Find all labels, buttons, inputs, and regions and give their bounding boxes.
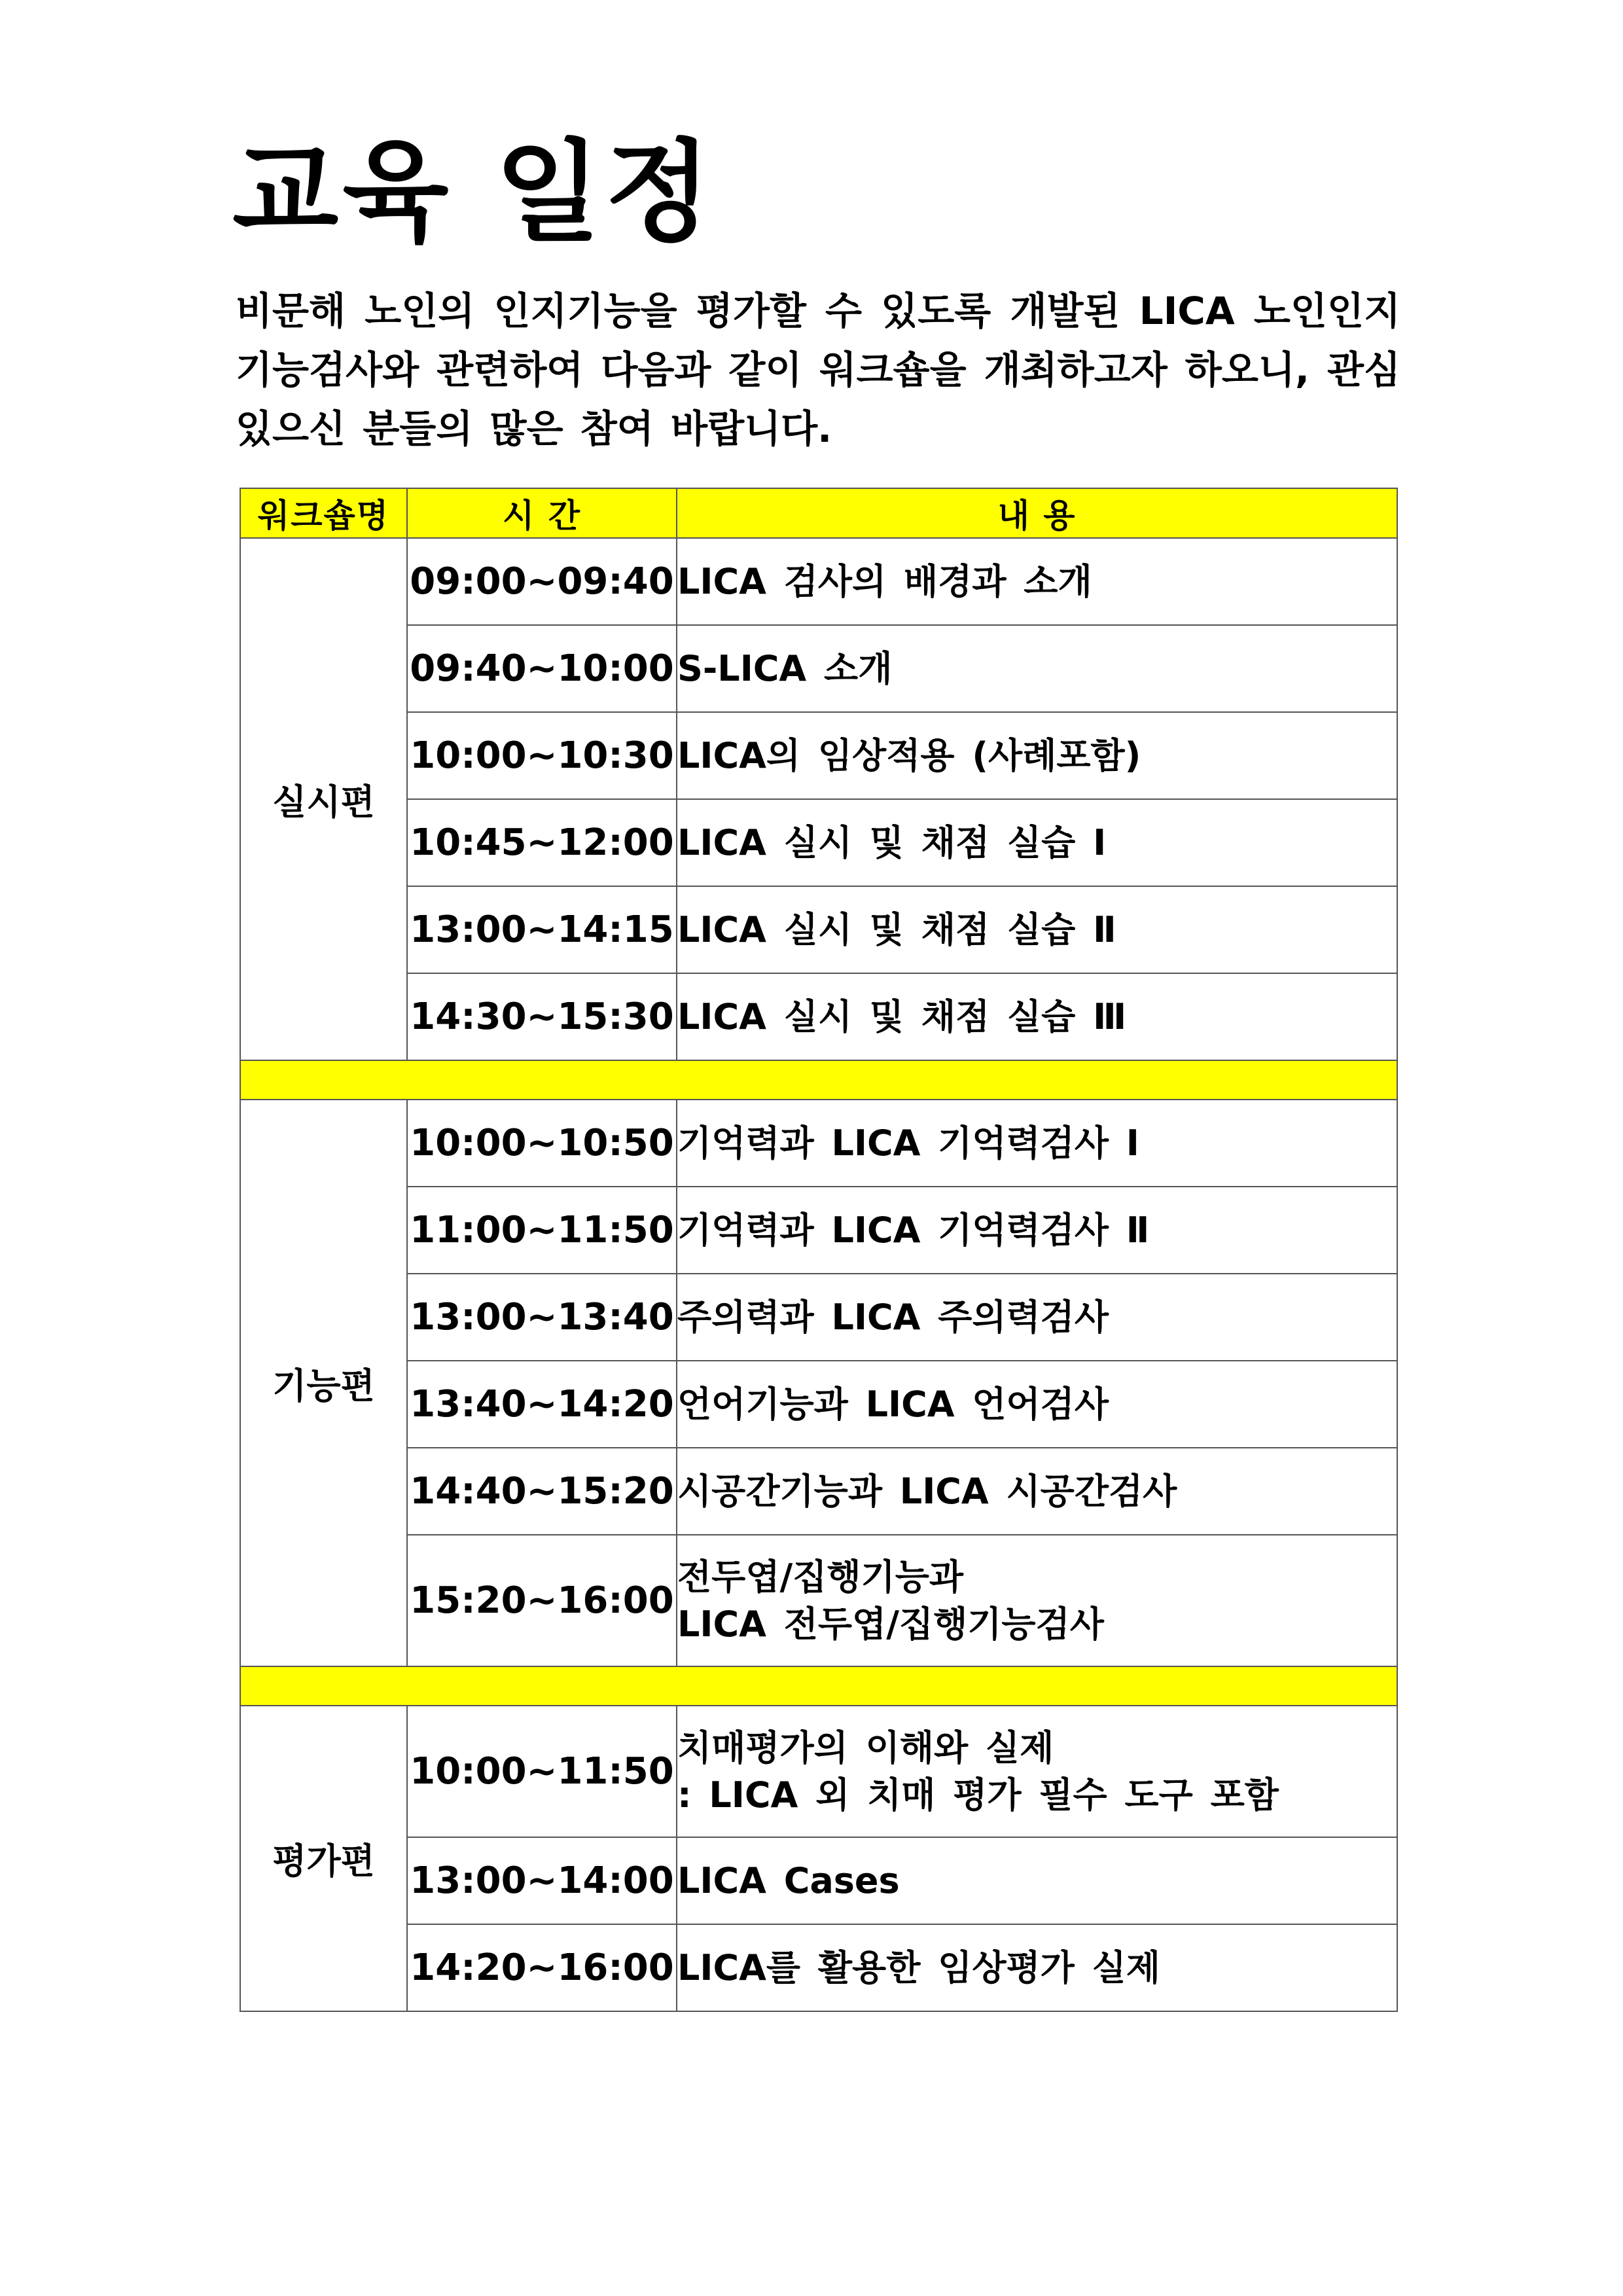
table-row bbox=[240, 538, 1397, 625]
separator-cell bbox=[240, 1060, 1397, 1100]
table-row bbox=[240, 1274, 1397, 1361]
content-cell bbox=[677, 712, 1397, 799]
content-cell bbox=[677, 1274, 1397, 1361]
time-cell: 14:30~15:30 bbox=[407, 973, 677, 1060]
table-row bbox=[240, 886, 1397, 973]
table-header-row bbox=[240, 488, 1397, 538]
content-cell bbox=[677, 1187, 1397, 1274]
content-cell bbox=[677, 1448, 1397, 1535]
time-cell: 10:45~12:00 bbox=[407, 799, 677, 886]
intro-line: 기능검사와 관련하여 다음과 같이 워크숍을 개최하고자 하오니, 관심 bbox=[236, 348, 1400, 392]
content-line: LICA Cases bbox=[677, 1859, 900, 1901]
header-workshop-name: 워크숍명 bbox=[240, 488, 407, 538]
table-row bbox=[240, 1706, 1397, 1837]
time-cell: 10:00~11:50 bbox=[407, 1706, 677, 1837]
group-separator bbox=[240, 1060, 1397, 1100]
content-cell bbox=[677, 973, 1397, 1060]
content-cell bbox=[677, 625, 1397, 712]
content-line: LICA 전두엽/집행기능검사 bbox=[677, 1603, 1104, 1645]
content-line: 주의력과 LICA 주의력검사 bbox=[677, 1296, 1109, 1338]
content-cell bbox=[677, 1361, 1397, 1448]
content-cell bbox=[677, 1837, 1397, 1924]
content-line: : LICA 외 치매 평가 필수 도구 포함 bbox=[677, 1774, 1279, 1816]
intro-line: 있으신 분들의 많은 참여 바랍니다. bbox=[236, 406, 832, 451]
time-cell: 14:20~16:00 bbox=[407, 1924, 677, 2011]
content-cell bbox=[677, 886, 1397, 973]
content-cell bbox=[677, 799, 1397, 886]
content-line: LICA 실시 및 채점 실습 Ⅱ bbox=[677, 908, 1116, 950]
separator-cell bbox=[240, 1666, 1397, 1706]
table-row bbox=[240, 1448, 1397, 1535]
table-row bbox=[240, 1535, 1397, 1666]
group-separator bbox=[240, 1666, 1397, 1706]
content-line: LICA의 임상적용 (사례포함) bbox=[677, 734, 1141, 776]
header-content: 내 용 bbox=[677, 488, 1397, 538]
group-name-cell: 실시편 bbox=[240, 538, 407, 1060]
table-row bbox=[240, 1924, 1397, 2011]
content-cell bbox=[677, 1924, 1397, 2011]
content-line: 전두엽/집행기능과 bbox=[677, 1556, 964, 1598]
time-cell: 15:20~16:00 bbox=[407, 1535, 677, 1666]
content-cell bbox=[677, 1100, 1397, 1187]
header-time: 시 간 bbox=[407, 488, 677, 538]
content-line: LICA 실시 및 채점 실습 I bbox=[677, 821, 1107, 863]
content-line: 언어기능과 LICA 언어검사 bbox=[677, 1383, 1109, 1425]
group-name-cell: 평가편 bbox=[240, 1706, 407, 2011]
time-cell: 11:00~11:50 bbox=[407, 1187, 677, 1274]
page-title: 교육 일정 bbox=[232, 128, 715, 257]
time-cell: 10:00~10:50 bbox=[407, 1100, 677, 1187]
time-cell: 13:40~14:20 bbox=[407, 1361, 677, 1448]
time-cell: 13:00~14:00 bbox=[407, 1837, 677, 1924]
content-line: LICA 검사의 배경과 소개 bbox=[677, 560, 1092, 602]
content-line: 기억력과 LICA 기억력검사 Ⅱ bbox=[677, 1209, 1150, 1251]
time-cell: 13:00~14:15 bbox=[407, 886, 677, 973]
table-row bbox=[240, 1837, 1397, 1924]
time-cell: 14:40~15:20 bbox=[407, 1448, 677, 1535]
content-cell bbox=[677, 1706, 1397, 1837]
time-cell: 13:00~13:40 bbox=[407, 1274, 677, 1361]
time-cell: 09:00~09:40 bbox=[407, 538, 677, 625]
content-cell bbox=[677, 538, 1397, 625]
table-row bbox=[240, 1361, 1397, 1448]
table-row bbox=[240, 973, 1397, 1060]
table-row bbox=[240, 712, 1397, 799]
group-name-cell: 기능편 bbox=[240, 1100, 407, 1666]
content-line: LICA 실시 및 채점 실습 Ⅲ bbox=[677, 996, 1127, 1037]
content-cell bbox=[677, 1535, 1397, 1666]
content-line: 시공간기능과 LICA 시공간검사 bbox=[677, 1470, 1177, 1512]
content-line: S-LICA 소개 bbox=[677, 647, 893, 689]
intro-line: 비문해 노인의 인지기능을 평가할 수 있도록 개발된 LICA 노인인지 bbox=[236, 289, 1400, 333]
intro-paragraph bbox=[236, 281, 1400, 458]
time-cell: 09:40~10:00 bbox=[407, 625, 677, 712]
table-row bbox=[240, 799, 1397, 886]
content-line: 기억력과 LICA 기억력검사 I bbox=[677, 1122, 1139, 1164]
table-row bbox=[240, 625, 1397, 712]
table-row bbox=[240, 1100, 1397, 1187]
schedule-table bbox=[240, 488, 1398, 2012]
content-line: LICA를 활용한 임상평가 실제 bbox=[677, 1946, 1160, 1988]
content-line: 치매평가의 이해와 실제 bbox=[677, 1727, 1054, 1768]
table-row bbox=[240, 1187, 1397, 1274]
time-cell: 10:00~10:30 bbox=[407, 712, 677, 799]
